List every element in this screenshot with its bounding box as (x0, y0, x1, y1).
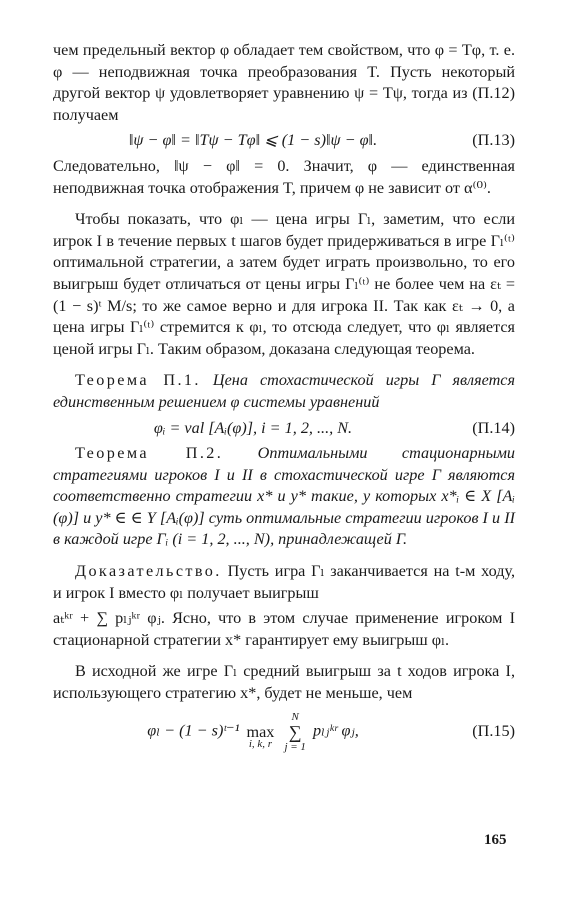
theorem-p2 (53, 443, 515, 551)
theorem-p2-label: Теорема П.2. (75, 444, 224, 463)
proof-label: Доказательство. (75, 562, 222, 581)
equation-p13 (53, 130, 515, 152)
paragraph-value-argument: Чтобы показать, что φₗ — цена игры Γₗ, заметим, что если игрок I в течение первых t шагов будет придерживаться в игре Γₗ⁽ᵗ⁾ оптимальной стратегии, а затем будет играть произвольно, то его выигрыш будет отличаться от цены игры Γₗ⁽ᵗ⁾ не более чем на εₜ = (1 − s)ᵗ M/s; то же самое верно и для игрока II. Так как εₜ → 0, а цена игры Γₗ⁽ᵗ⁾ стремится к φₗ, то отсюда следует, что φₗ является ценой игры Γₗ. Таким образом, доказана следующая теорема. (53, 210, 515, 358)
proof-start (53, 561, 515, 604)
proof-text-1: Пусть игра Γₗ заканчивается на t-м ходу, и игрок I вместо φₗ получает выигрыш (53, 562, 515, 602)
sum-lower-limit: j = 1 (284, 740, 306, 753)
equation-p15-number: (П.15) (472, 721, 515, 740)
equation-p15-left: φₗ − (1 − s)ᵗ⁻¹ (147, 721, 240, 740)
max-label: max (246, 722, 275, 741)
equation-p14 (53, 418, 515, 440)
page-body (53, 40, 515, 757)
proof-continuation: aₜᵏʳ + ∑ pₗⱼᵏʳ φⱼ. Ясно, что в этом случае применение игроком I стационарной стратегии x* гарантирует ему выигрыш φₗ. (53, 609, 515, 649)
equation-p13-formula: ‖ψ − φ‖ = ‖Tψ − Tφ‖ ⩽ (1 − s)‖ψ − φ‖. (128, 131, 378, 150)
equation-p14-formula: φᵢ = val [Aᵢ(φ)], i = 1, 2, ..., N. (153, 418, 353, 437)
theorem-p1-label: Теорема П.1. (75, 371, 201, 390)
equation-p15 (53, 711, 515, 753)
theorem-p1 (53, 370, 515, 413)
equation-p15-right: pₗⱼᵏʳ φⱼ, (312, 721, 359, 740)
paragraph-uniqueness: Следовательно, ‖ψ − φ‖ = 0. Значит, φ — единственная неподвижная точка отображения T, причем φ не зависит от α⁽⁰⁾. (53, 156, 515, 197)
page-number: 165 (484, 832, 507, 848)
paragraph-original-game: В исходной же игре Γₗ средний выигрыш за t ходов игрока I, использующего стратегию x*, будет не меньше, чем (53, 662, 515, 703)
equation-p15-formula (53, 711, 453, 753)
equation-p14-number: (П.14) (472, 418, 515, 437)
theorem-p1-text: Цена стохастической игры Γ является единственным решением φ системы уравнений (53, 371, 515, 411)
paragraph-fixed-point: чем предельный вектор φ обладает тем свойством, что φ = Tφ, т. е. φ — неподвижная точка преобразования T. Пусть некоторый другой вектор ψ удовлетворяет уравнению ψ = Tψ, тогда из (П.12) получаем (53, 41, 515, 124)
sum-operator (284, 711, 305, 753)
equation-p13-number: (П.13) (472, 131, 515, 150)
max-operator (247, 714, 275, 750)
sum-upper-limit: N (291, 710, 299, 723)
theorem-p2-text: Оптимальными стационарными стратегиями игроков I и II в стохастической игре Γ являются соответственно стратегии x* и y* такие, у которых x*ᵢ ∈ X [Aᵢ (φ)] и y* ∈ ∈ Y [Aᵢ(φ)] суть оптимальные стратегии игроков I и II в каждой игре Γᵢ (i = 1, 2, ..., N), принадлежащей Γ. (53, 444, 516, 549)
max-subscript: i, k, r (248, 737, 273, 750)
sum-symbol: ∑ (288, 721, 302, 742)
